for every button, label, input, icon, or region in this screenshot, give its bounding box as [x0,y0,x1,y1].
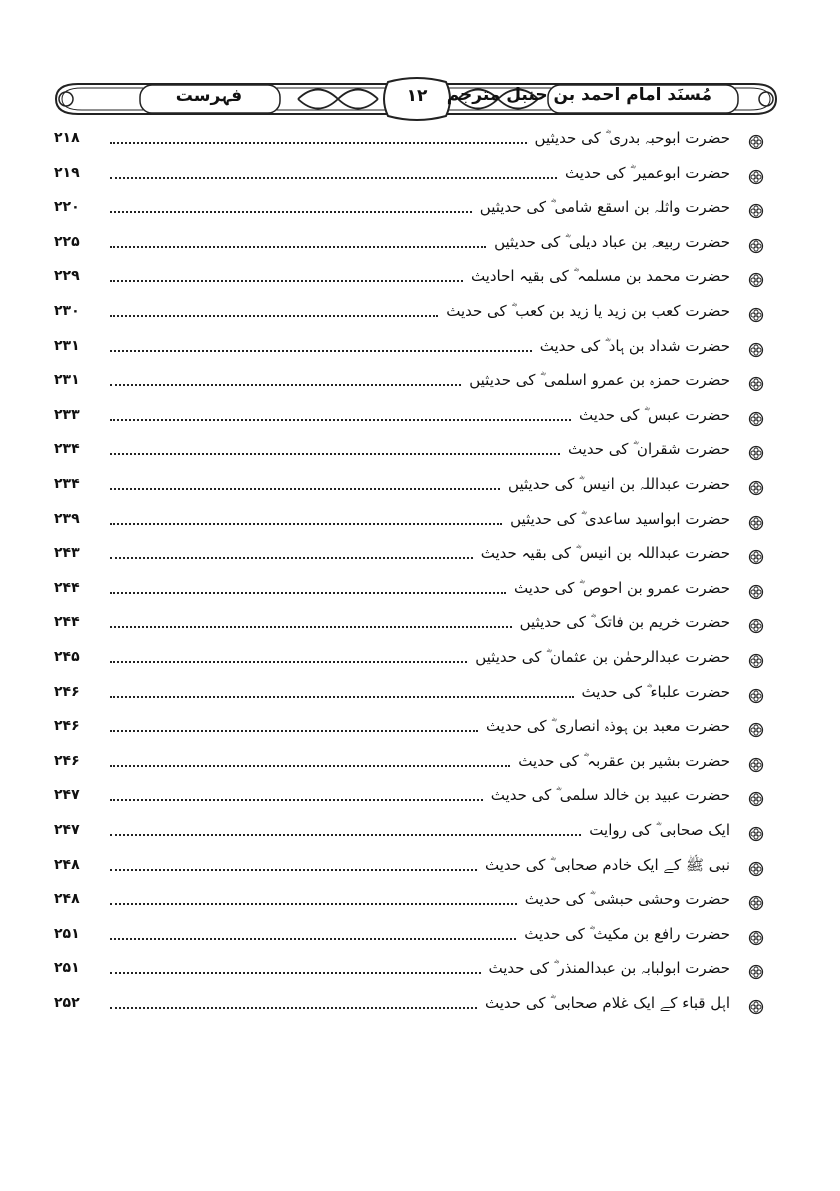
toc-entry-page: ۲۲۹ [54,268,80,285]
toc-entry [0,230,840,260]
toc-entry-page: ۲۳۹ [54,510,80,527]
toc-entry [0,749,840,779]
toc-entry-page: ۲۳۱ [54,337,80,354]
flower-bullet-icon [748,445,764,461]
toc-entry-title: حضرت خریم بن فاتک ؓ کی حدیثیں [519,613,730,632]
toc-entry-page: ۲۴۷ [54,787,80,804]
toc-entry-title: حضرت علباء ؓ کی حدیث [581,682,730,701]
toc-entry [0,437,840,467]
toc-entry [0,264,840,294]
dot-leader [110,730,478,732]
toc-entry [0,887,840,917]
toc-entry-title: حضرت عبید بن خالد سلمی ؓ کی حدیث [490,786,730,805]
page-header [48,76,784,122]
book-title: مُسنَد امام احمد بن حنبل مترجم [446,85,712,105]
dot-leader [110,280,463,282]
toc-entry-title: حضرت ربیعہ بن عباد دیلی ؓ کی حدیثیں [494,232,730,251]
toc-entry-title: حضرت عمرو بن احوص ؓ کی حدیث [513,578,730,597]
toc-entry-page: ۲۴۸ [54,891,80,908]
dot-leader [110,350,532,352]
dot-leader [110,765,510,767]
toc-entry-title: حضرت رافع بن مکیث ؓ کی حدیث [524,924,730,943]
toc-entry [0,922,840,952]
toc-entry-title: حضرت واثلہ بن اسقع شامی ؓ کی حدیثیں [479,198,730,217]
toc-entry [0,334,840,364]
toc-entry [0,714,840,744]
toc-entry-page: ۲۴۳ [54,545,80,562]
flower-bullet-icon [748,757,764,773]
header-page-number: ۱۲ [406,86,428,106]
flower-bullet-icon [748,826,764,842]
flower-bullet-icon [748,549,764,565]
dot-leader [110,626,512,628]
toc-entry-page: ۲۳۳ [54,406,80,423]
flower-bullet-icon [748,618,764,634]
toc-entry-title: حضرت حمزہ بن عمرو اسلمی ؓ کی حدیثیں [469,371,730,390]
toc-entry-title: حضرت محمد بن مسلمہ ؓ کی بقیہ احادیث [470,267,730,286]
toc-entry-page: ۲۴۷ [54,822,80,838]
flower-bullet-icon [748,653,764,669]
flower-bullet-icon [748,515,764,531]
toc-entry [0,126,840,156]
flower-bullet-icon [748,307,764,323]
toc-entry-page: ۲۵۱ [54,925,80,942]
dot-leader [110,661,467,663]
dot-leader [110,142,527,144]
dot-leader [110,315,438,317]
toc-entry-page: ۲۴۸ [54,856,80,873]
toc-entry-title: حضرت شقران ؓ کی حدیث [567,440,730,459]
toc-entry-page: ۲۱۸ [54,130,80,146]
toc-entry [0,610,840,640]
dot-leader [110,592,506,594]
flower-bullet-icon [748,964,764,980]
toc-entry-title: حضرت عبداللہ بن انیس ؓ کی بقیہ حدیث [480,544,730,563]
section-title: فہرست [175,86,243,106]
flower-bullet-icon [748,930,764,946]
toc-entry [0,472,840,502]
flower-bullet-icon [748,584,764,600]
dot-leader [110,419,571,421]
flower-bullet-icon [748,999,764,1015]
toc-entry-title: حضرت ابوحبہ بدری ؓ کی حدیثیں [534,129,730,147]
toc-entry [0,818,840,848]
flower-bullet-icon [748,238,764,254]
toc-entry [0,368,840,398]
toc-entry-page: ۲۴۴ [54,579,80,596]
toc-entry [0,783,840,813]
toc-entry-title: حضرت کعب بن زید یا زید بن کعب ؓ کی حدیث [446,302,730,320]
toc-entry [0,645,840,675]
toc-entry [0,680,840,710]
dot-leader [110,384,461,386]
dot-leader [110,246,486,248]
toc-entry [0,195,840,225]
toc-entry-page: ۲۲۵ [54,233,80,250]
toc-entry-title: اہل قباء کے ایک غلام صحابی ؓ کی حدیث [485,994,730,1012]
toc-entry [0,507,840,537]
toc-entry-title: حضرت عبدالرحمٰن بن عثمان ؓ کی حدیثیں [475,648,730,666]
toc-entry-title: حضرت ابواسید ساعدی ؓ کی حدیثیں [510,509,730,528]
flower-bullet-icon [748,895,764,911]
dot-leader [110,938,516,940]
dot-leader [110,488,500,490]
toc-entry-page: ۲۳۱ [54,372,80,389]
toc-entry-page: ۲۴۶ [54,683,80,700]
dot-leader [110,696,574,698]
dot-leader [110,453,560,455]
flower-bullet-icon [748,272,764,288]
toc-entry-page: ۲۴۴ [54,614,80,631]
toc-entry-title: حضرت شداد بن ہاد ؓ کی حدیث [539,336,730,355]
toc-entry-title: حضرت عبداللہ بن انیس ؓ کی حدیثیں [508,475,730,493]
flower-bullet-icon [748,722,764,738]
toc-entry-page: ۲۲۰ [54,199,80,216]
toc-entry-title: حضرت ابوعمیر ؓ کی حدیث [565,163,730,182]
flower-bullet-icon [748,169,764,185]
dot-leader [110,972,481,974]
flower-bullet-icon [748,861,764,877]
flower-bullet-icon [748,134,764,150]
toc-entry-title: حضرت معبد بن ہوذہ انصاری ؓ کی حدیث [486,717,730,736]
dot-leader [110,903,517,905]
toc-entry-page: ۲۱۹ [54,164,80,181]
flower-bullet-icon [748,688,764,704]
toc-entry [0,161,840,191]
toc-entry [0,299,840,329]
dot-leader [110,869,477,871]
toc-entry [0,576,840,606]
dot-leader [110,211,472,213]
dot-leader [110,799,483,801]
toc-entry-title: نبی ﷺ کے ایک خادم صحابی ؓ کی حدیث [484,855,730,874]
toc-entry-page: ۲۴۵ [54,649,80,665]
toc-entry [0,403,840,433]
flower-bullet-icon [748,411,764,427]
dot-leader [110,523,502,525]
toc-entry-page: ۲۵۲ [54,995,80,1011]
toc-entry-page: ۲۳۴ [54,441,80,458]
flower-bullet-icon [748,376,764,392]
toc-entry-title: حضرت ابولبابہ بن عبدالمنذر ؓ کی حدیث [488,959,730,978]
toc-entry-title: حضرت بشیر بن عقربہ ؓ کی حدیث [518,751,730,770]
dot-leader [110,557,473,559]
toc-entry-page: ۲۳۴ [54,476,80,492]
dot-leader [110,1007,477,1009]
toc-entry-title: حضرت عبس ؓ کی حدیث [578,405,730,424]
dot-leader [110,177,557,179]
toc-entry-title: ایک صحابی ؓ کی روایت [589,821,730,839]
toc-entry-page: ۲۳۰ [54,303,80,319]
flower-bullet-icon [748,480,764,496]
toc-entry-page: ۲۴۶ [54,718,80,735]
toc-entry-page: ۲۴۶ [54,752,80,769]
flower-bullet-icon [748,203,764,219]
toc-entry-title: حضرت وحشی حبشی ؓ کی حدیث [524,890,730,909]
toc-entry [0,853,840,883]
toc-entry [0,956,840,986]
flower-bullet-icon [748,791,764,807]
flower-bullet-icon [748,342,764,358]
toc-entry-page: ۲۵۱ [54,960,80,977]
toc-entry [0,541,840,571]
dot-leader [110,834,581,836]
toc-entry [0,991,840,1021]
